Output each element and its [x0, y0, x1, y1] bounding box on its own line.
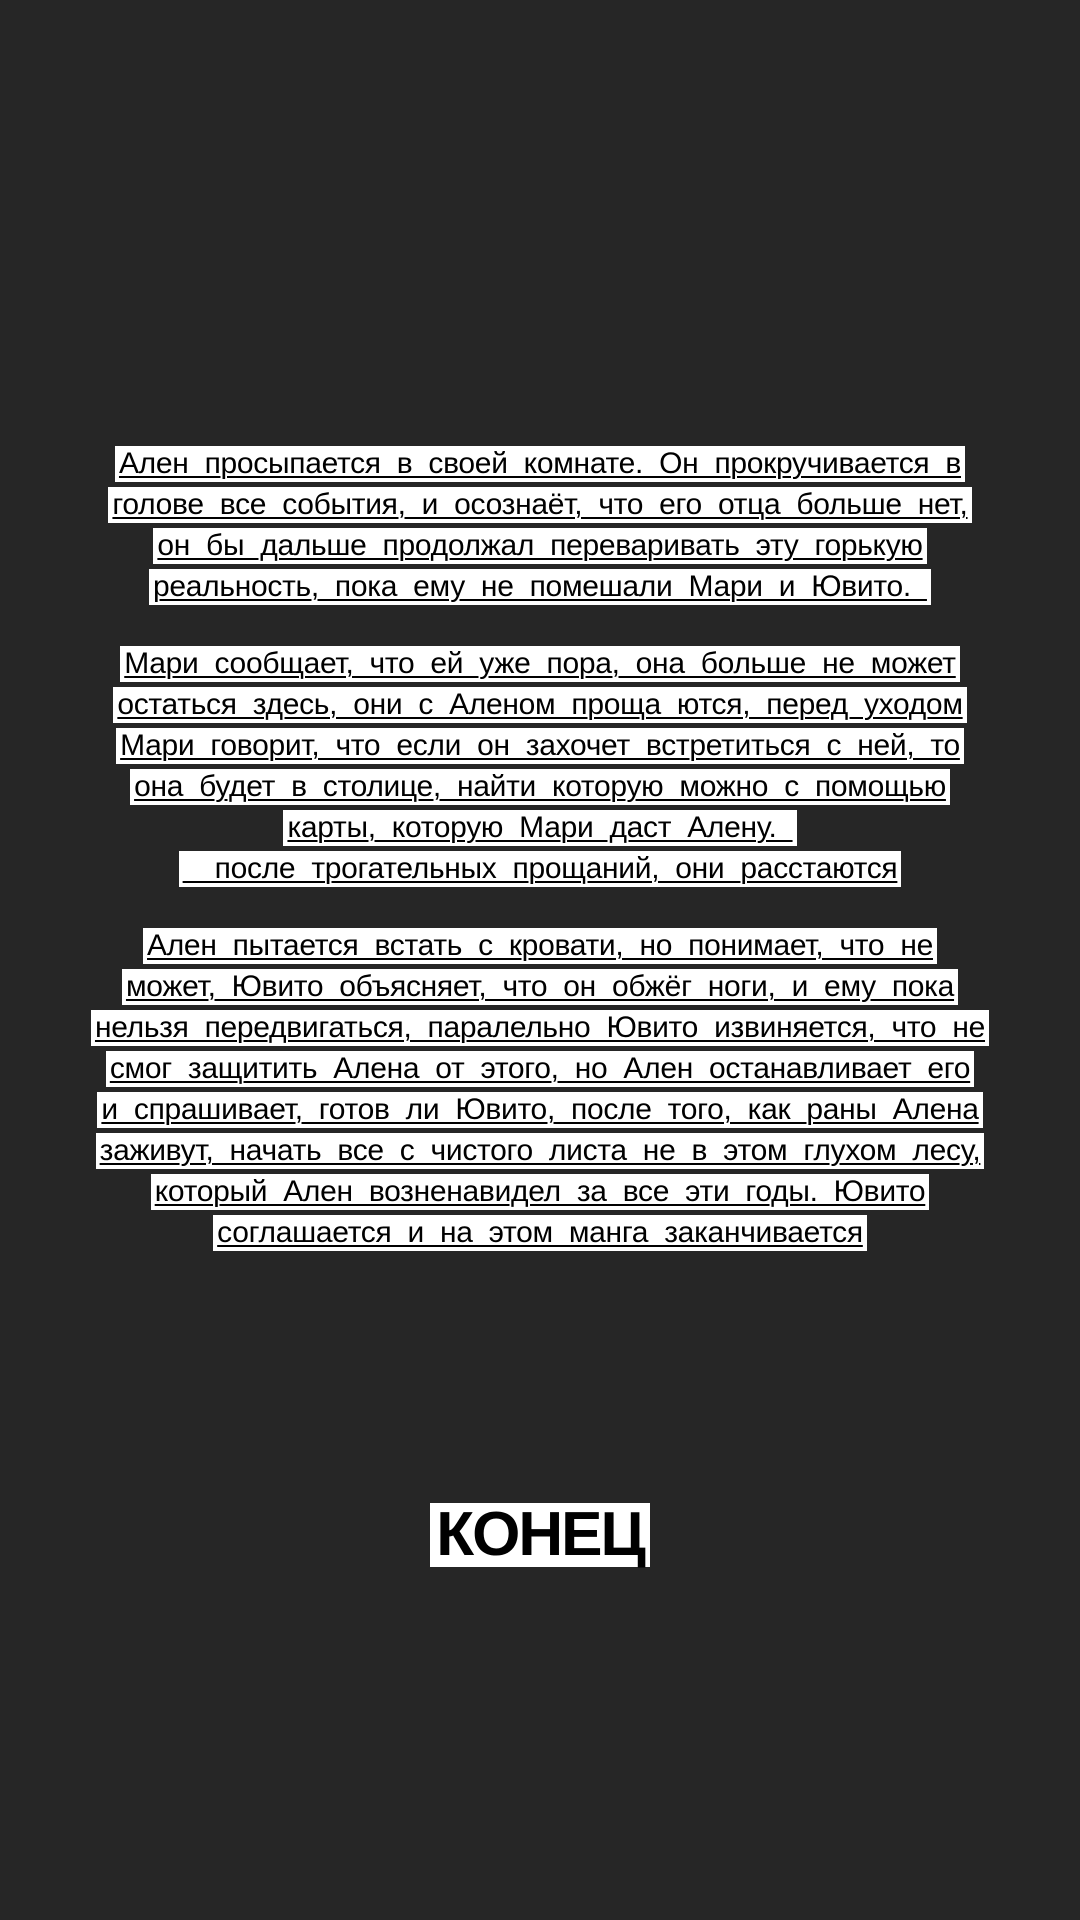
story-line: который Ален возненавидел за все эти годы. Ювито: [151, 1174, 930, 1210]
ending-title-container: [0, 1500, 1080, 1569]
story-paragraph-3: [0, 928, 1080, 1251]
story-line: заживут, начать все с чистого листа не в этом глухом лесу,: [96, 1133, 985, 1169]
story-line: нельзя передвигаться, паралельно Ювито извиняется, что не: [91, 1010, 989, 1046]
story-line: Мари сообщает, что ей уже пора, она больше не может: [120, 646, 960, 682]
story-line: он бы дальше продолжал переваривать эту горькую: [153, 528, 926, 564]
story-line: реальность, пока ему не помешали Мари и Ювито.: [149, 569, 931, 605]
story-line: голове все события, и осознаёт, что его отца больше нет,: [108, 487, 971, 523]
story-line: после трогательных прощаний, они расстаются: [179, 851, 902, 887]
story-paragraph-2: [0, 646, 1080, 887]
story-line: соглашается и на этом манга заканчивается: [213, 1215, 867, 1251]
story-line: карты, которую Мари даст Алену.: [283, 810, 796, 846]
ending-title: КОНЕЦ: [430, 1503, 649, 1567]
story-line: Ален пытается встать с кровати, но понимает, что не: [143, 928, 937, 964]
story-line: она будет в столице, найти которую можно с помощью: [130, 769, 950, 805]
story-line: может, Ювито объясняет, что он обжёг ноги, и ему пока: [122, 969, 958, 1005]
story-line: остаться здесь, они с Аленом проща ются, перед уходом: [113, 687, 966, 723]
story-text: [0, 446, 1080, 1292]
story-line: смог защитить Алена от этого, но Ален останавливает его: [106, 1051, 974, 1087]
story-line: Мари говорит, что если он захочет встретиться с ней, то: [116, 728, 964, 764]
story-line: Ален просыпается в своей комнате. Он прокручивается в: [115, 446, 965, 482]
story-line: и спрашивает, готов ли Ювито, после того, как раны Алена: [97, 1092, 982, 1128]
story-paragraph-1: [0, 446, 1080, 605]
